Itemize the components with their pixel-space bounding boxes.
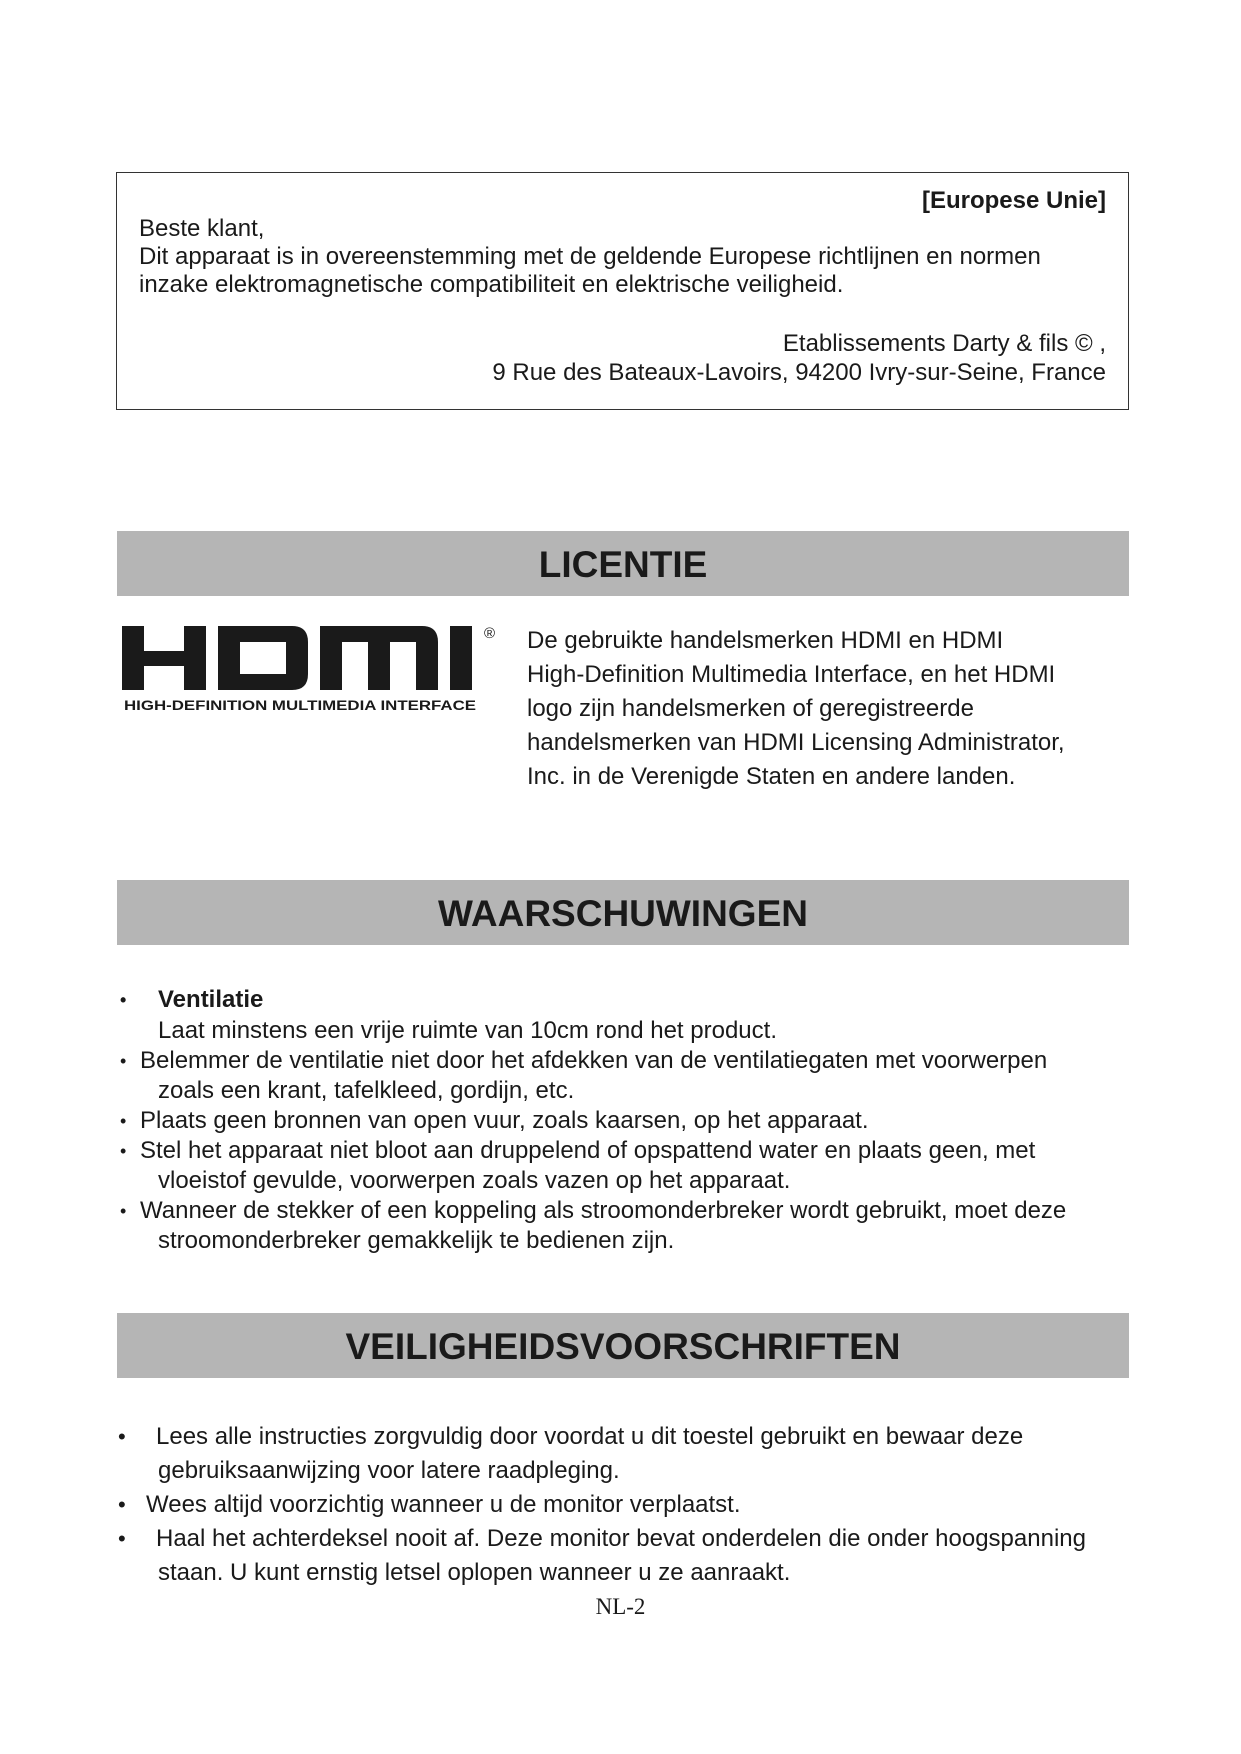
registered-mark: ®: [484, 625, 496, 642]
bullet: •: [118, 1492, 126, 1517]
eu-notice-address-block: [492, 329, 1106, 387]
safety-line: Wees altijd voorzichtig wanneer u de monitor verplaatst.: [146, 1491, 741, 1518]
safety-item: [118, 1420, 1138, 1488]
hdmi-logo-subtitle: HIGH-DEFINITION MULTIMEDIA INTERFACE: [124, 698, 476, 713]
warning-item: [118, 1136, 1128, 1196]
warnings-heading: WAARSCHUWINGEN: [117, 880, 1129, 945]
ventilation-text: Laat minstens een vrije ruimte van 10cm rond het product.: [158, 1017, 777, 1044]
licence-line: logo zijn handelsmerken of geregistreerde: [527, 695, 974, 722]
warnings-list: [118, 984, 1128, 1256]
bullet: •: [120, 1201, 127, 1221]
hdmi-logo-letters: [122, 626, 472, 690]
warning-item: [118, 1046, 1128, 1106]
warning-line: Belemmer de ventilatie niet door het afdekken van de ventilatiegaten met voorwerpen: [140, 1047, 1048, 1074]
eu-notice-address: 9 Rue des Bateaux-Lavoirs, 94200 Ivry-sur-Seine, France: [492, 359, 1106, 386]
warning-line-continued: vloeistof gevulde, voorwerpen zoals vazen op het apparaat.: [158, 1167, 791, 1194]
licence-line: Inc. in de Verenigde Staten en andere landen.: [527, 763, 1016, 790]
eu-notice-greeting: Beste klant,: [139, 215, 265, 242]
bullet: •: [120, 990, 127, 1010]
licence-line: handelsmerken van HDMI Licensing Administrator,: [527, 729, 1065, 756]
bullet: •: [120, 1111, 127, 1131]
eu-notice-box: [116, 172, 1129, 410]
warning-item: [118, 1196, 1128, 1256]
licence-line: De gebruikte handelsmerken HDMI en HDMI: [527, 627, 1004, 654]
safety-line: Haal het achterdeksel nooit af. Deze monitor bevat onderdelen die onder hoogspanning: [156, 1525, 1086, 1552]
licence-heading: LICENTIE: [117, 531, 1129, 596]
bullet: •: [118, 1526, 126, 1551]
bullet: •: [118, 1424, 126, 1449]
bullet: •: [120, 1051, 127, 1071]
warning-line: Stel het apparaat niet bloot aan druppelend of opspattend water en plaats geen, met: [140, 1137, 1036, 1164]
ventilation-heading: [118, 984, 1128, 1016]
warning-line: Plaats geen bronnen van open vuur, zoals kaarsen, op het apparaat.: [140, 1107, 869, 1134]
safety-heading: VEILIGHEIDSVOORSCHRIFTEN: [117, 1313, 1129, 1378]
warning-item: [118, 1106, 1128, 1136]
safety-line: Lees alle instructies zorgvuldig door voordat u dit toestel gebruikt en bewaar deze: [156, 1423, 1024, 1450]
safety-list: [118, 1420, 1138, 1590]
safety-line-continued: gebruiksaanwijzing voor latere raadpleging.: [158, 1457, 620, 1484]
warning-line: Wanneer de stekker of een koppeling als stroomonderbreker wordt gebruikt, moet deze: [140, 1197, 1067, 1224]
safety-line-continued: staan. U kunt ernstig letsel oplopen wanneer u ze aanraakt.: [158, 1559, 791, 1586]
licence-text: [527, 624, 1127, 794]
eu-notice-tag: [Europese Unie]: [921, 187, 1106, 214]
bullet: •: [120, 1141, 127, 1161]
warning-line-continued: zoals een krant, tafelkleed, gordijn, etc.: [158, 1077, 575, 1104]
eu-notice-body: Dit apparaat is in overeenstemming met de geldende Europese richtlijnen en normen inzake elektromagnetische compatibiliteit en elektrische veiligheid.: [139, 243, 1041, 298]
safety-item: [118, 1522, 1138, 1590]
hdmi-logo: [122, 622, 506, 714]
eu-notice-company: Etablissements Darty & fils © ,: [782, 330, 1106, 357]
page-number: NL-2: [595, 1594, 646, 1619]
warning-line-continued: stroomonderbreker gemakkelijk te bedienen zijn.: [158, 1227, 675, 1254]
safety-item: [118, 1488, 1138, 1522]
licence-line: High-Definition Multimedia Interface, en het HDMI: [527, 661, 1056, 688]
ventilation-heading-text: Ventilatie: [158, 986, 264, 1013]
